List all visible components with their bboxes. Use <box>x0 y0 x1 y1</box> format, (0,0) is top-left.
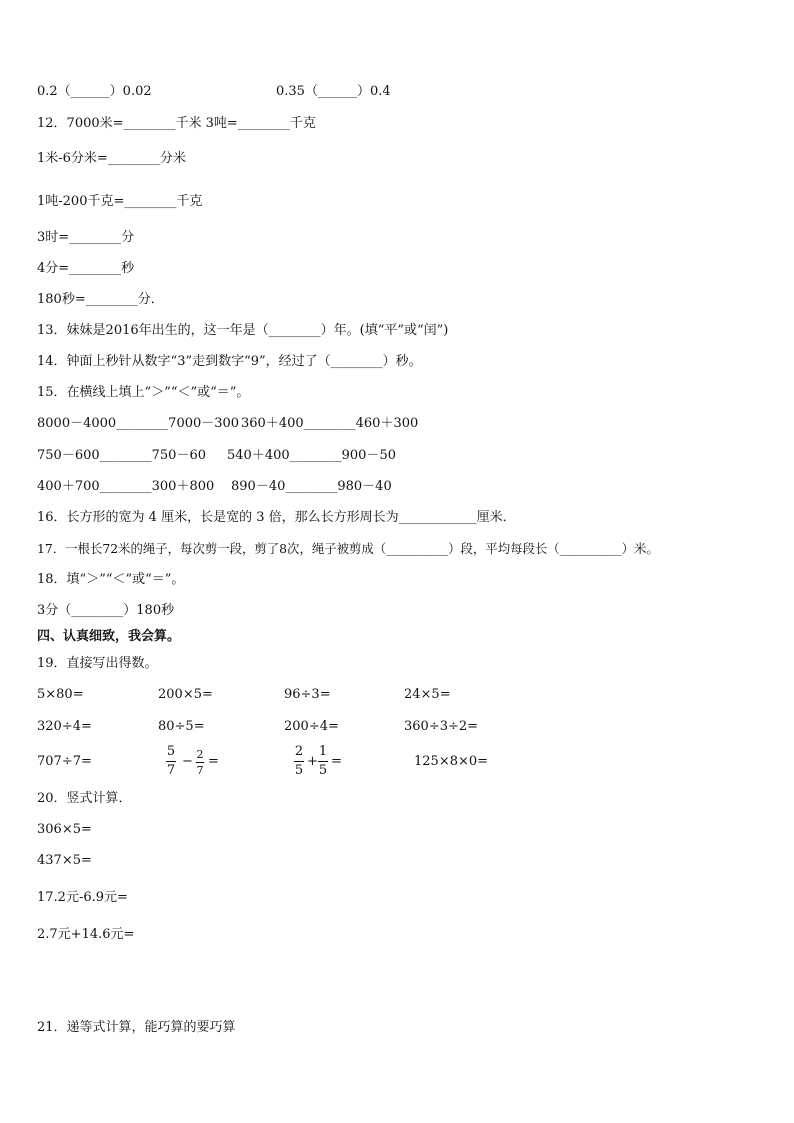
q14-text: 14．钟面上秒针从数字“3”走到数字“9”，经过了（________）秒。 <box>37 354 422 369</box>
numerator: 5 <box>166 744 176 759</box>
calc-item: 320÷4= <box>37 719 92 734</box>
calc-item: 360÷3÷2= <box>404 719 479 734</box>
q15-item-a: 8000－4000________7000－300 <box>37 416 240 431</box>
fraction-bar <box>166 761 176 762</box>
q12-line-4: 3时=________分 <box>37 230 135 245</box>
q12-line-5: 4分=________秒 <box>37 261 135 276</box>
q12-line-3: 1吨-200千克=________千克 <box>37 194 203 209</box>
q13-text: 13．妹妹是2016年出生的，这一年是（________）年。(填“平”或“闰”) <box>37 323 449 338</box>
q15-text: 15．在横线上填上“＞”“＜”或“＝”。 <box>37 385 250 400</box>
numerator: 1 <box>318 744 328 759</box>
q11-compare-b: 0.35（______）0.4 <box>276 84 391 99</box>
denominator: 5 <box>318 763 328 778</box>
numerator: 2 <box>196 748 204 761</box>
q12-line-6: 180秒=________分． <box>37 292 164 307</box>
q12-line-1: 12．7000米=________千米 3吨=________千克 <box>37 116 316 131</box>
calc-item: 24×5= <box>404 687 451 702</box>
q20-text: 20．竖式计算． <box>37 791 132 806</box>
fraction-bar <box>196 762 204 763</box>
q21-text: 21．递等式计算，能巧算的要巧算 <box>37 1020 236 1035</box>
q11-compare-a: 0.2（______）0.02 <box>37 84 152 99</box>
q15-item-b: 360＋400________460＋300 <box>241 416 419 431</box>
q18-text: 18．填“＞”“＜”或“＝”。 <box>37 572 185 587</box>
fraction-bar <box>318 761 328 762</box>
calc-item: 5×80= <box>37 687 84 702</box>
calc-item: 80÷5= <box>158 719 205 734</box>
calc-item: 200÷4= <box>284 719 339 734</box>
calc-item: 96÷3= <box>284 687 331 702</box>
denominator: 7 <box>196 764 204 777</box>
equals-sign: = <box>331 754 342 769</box>
q19-text: 19．直接写出得数。 <box>37 656 158 671</box>
plus-sign: + <box>307 754 318 769</box>
q20-item-a: 306×5= <box>37 822 92 837</box>
q16-text: 16．长方形的宽为 4 厘米，长是宽的 3 倍，那么长方形周长为____________厘米． <box>37 510 516 525</box>
numerator: 2 <box>294 744 304 759</box>
calc-item: 125×8×0= <box>414 754 489 769</box>
denominator: 7 <box>166 763 176 778</box>
fraction-bar <box>294 761 304 762</box>
fraction-2-7 <box>196 748 204 777</box>
calc-item: 200×5= <box>158 687 213 702</box>
q20-item-c: 17.2元-6.9元= <box>37 890 128 905</box>
fraction-5-7 <box>166 744 176 779</box>
q20-item-d: 2.7元+14.6元= <box>37 927 135 942</box>
q15-item-f: 890－40________980－40 <box>231 479 392 494</box>
q12-line-2: 1米-6分米=________分米 <box>37 151 186 166</box>
denominator: 5 <box>294 763 304 778</box>
calc-item: 707÷7= <box>37 754 92 769</box>
q15-item-e: 400＋700________300＋800 <box>37 479 215 494</box>
q17-text: 17．一根长72米的绳子，每次剪一段，剪了8次，绳子被剪成（__________）段，平均每段长（__________）米。 <box>37 541 659 556</box>
equals-sign: = <box>208 754 219 769</box>
fraction-1-5 <box>318 744 328 779</box>
q18-item: 3分（________）180秒 <box>37 603 175 618</box>
fraction-2-5 <box>294 744 304 779</box>
q15-item-d: 540＋400________900－50 <box>227 448 396 463</box>
minus-sign: − <box>182 754 193 769</box>
section-4-heading: 四、认真细致，我会算。 <box>37 629 181 644</box>
q20-item-b: 437×5= <box>37 853 92 868</box>
q15-item-c: 750－600________750－60 <box>37 448 206 463</box>
